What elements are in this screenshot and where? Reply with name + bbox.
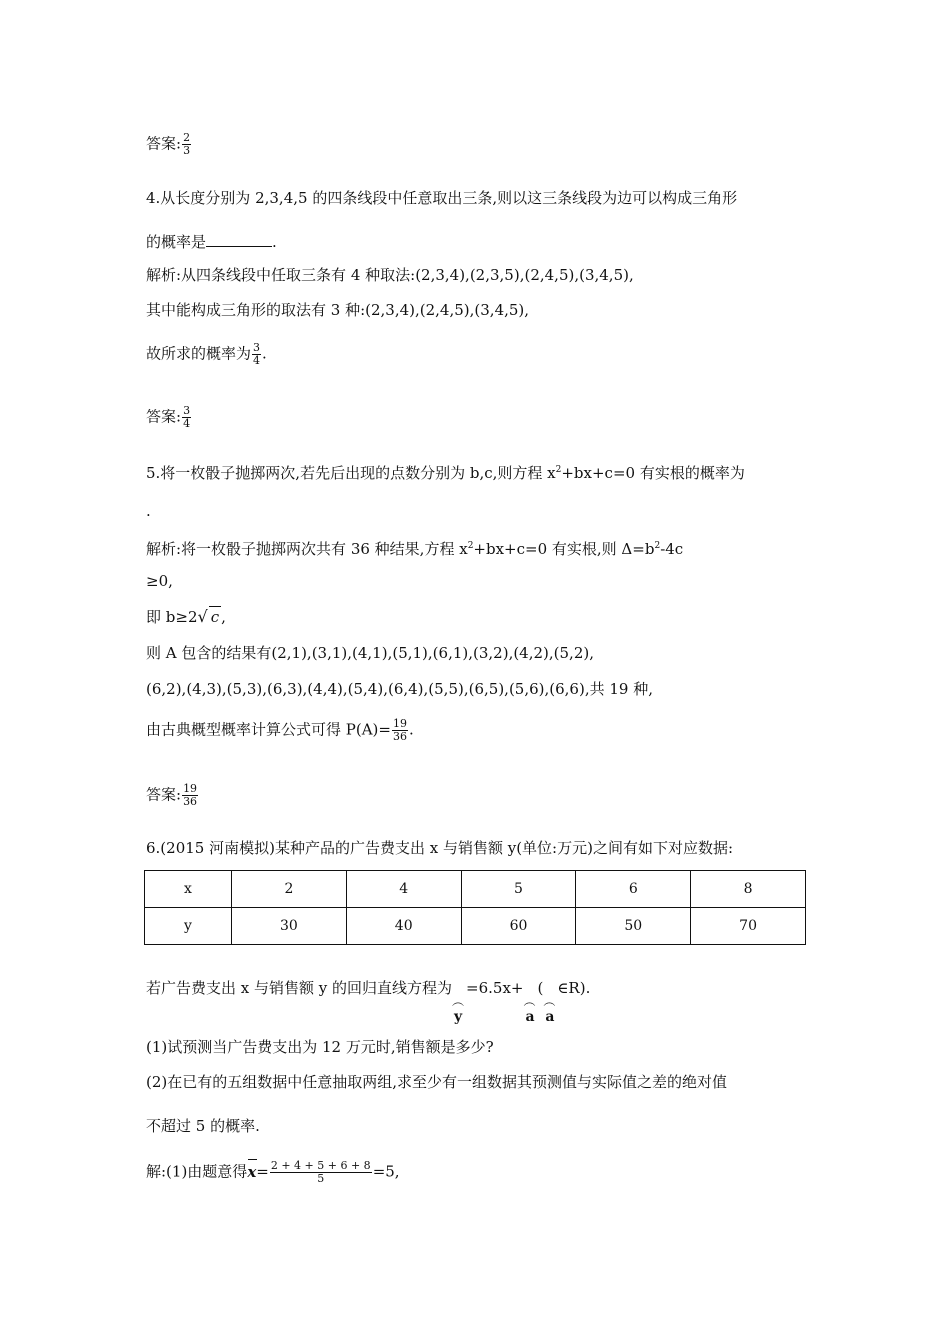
superscript: 2: [555, 465, 562, 475]
q5-probability-fraction: [392, 718, 408, 743]
fraction-numerator: 2: [183, 131, 191, 144]
q5-solution-line3: [146, 606, 226, 627]
q5-solution-line2: ≥0,: [146, 572, 173, 590]
sqrt-radicand: c: [210, 608, 220, 626]
table-cell: 2: [232, 871, 347, 908]
q5-answer-fraction: [182, 783, 198, 808]
data-table: [144, 870, 806, 945]
q6-solution: [146, 1160, 400, 1185]
table-row-y: [145, 908, 806, 945]
table-cell: 8: [691, 871, 806, 908]
hat-letter: a: [545, 1009, 555, 1025]
hat-arc: ︵: [523, 994, 536, 1008]
q6-solution-text: 解:(1)由题意得: [146, 1162, 248, 1181]
table-row-x: [145, 871, 806, 908]
q6-regression-line: [146, 978, 591, 1025]
table-cell: 6: [576, 871, 691, 908]
q5-solution-line6: [146, 718, 414, 743]
q5-question-text-cont: +bx+c=0 有实根的概率为: [561, 464, 745, 482]
superscript: 2: [654, 541, 661, 551]
table-cell: 60: [461, 908, 576, 945]
q5-solution-line1: [146, 536, 683, 559]
fraction-numerator: 19: [392, 717, 407, 730]
q5-answer: [146, 783, 199, 808]
table-cell: 50: [576, 908, 691, 945]
hat-arc: ︵: [543, 994, 556, 1008]
hat-letter: a: [525, 1009, 535, 1025]
q4-answer: [146, 405, 192, 430]
q4-answer-fraction: [182, 405, 191, 430]
q5-question-line1: [146, 460, 745, 483]
comma: ,: [221, 608, 226, 626]
fraction-numerator: 19: [183, 782, 198, 795]
fraction-denominator: 3: [183, 144, 191, 157]
table-cell: 40: [346, 908, 461, 945]
q5-solution-text: 由古典概型概率计算公式可得 P(A)=: [146, 720, 391, 739]
q5-question-text: 5.将一枚骰子抛掷两次,若先后出现的点数分别为 b,c,则方程 x: [146, 464, 556, 482]
answer-label: 答案:: [146, 785, 182, 804]
q6-part2-line2: 不超过 5 的概率.: [146, 1117, 260, 1135]
period: .: [408, 720, 414, 739]
q4-solution-text: 故所求的概率为: [146, 344, 252, 363]
table-cell: 5: [461, 871, 576, 908]
q3-answer-fraction: [182, 132, 191, 157]
q4-question-line2: [146, 232, 277, 252]
sqrt-sign: √: [197, 607, 208, 626]
q6-question: 6.(2015 河南模拟)某种产品的广告费支出 x 与销售额 y(单位:万元)之间有如下对应数据:: [146, 839, 734, 857]
hat-arc: ︵: [452, 994, 465, 1008]
answer-blank: [206, 232, 272, 247]
fraction-numerator: 3: [253, 341, 261, 354]
q6-part2-line1: (2)在已有的五组数据中任意抽取两组,求至少有一组数据其预测值与实际值之差的绝对值: [146, 1073, 728, 1091]
period: .: [262, 344, 267, 363]
paren: (: [537, 979, 544, 997]
answer-label: 答案:: [146, 134, 182, 153]
q4-solution-line1: 解析:从四条线段中任取三条有 4 种取法:(2,3,4),(2,3,5),(2,4,5),(3,4,5),: [146, 266, 634, 284]
q5-inequality: 即 b≥2: [146, 608, 198, 626]
answer-label: 答案:: [146, 407, 182, 426]
q5-solution-text-cont: +bx+c=0 有实根,则 Δ=b: [473, 540, 655, 558]
regression-text: 若广告费支出 x 与销售额 y 的回归直线方程为: [146, 979, 453, 997]
q5-solution-line4: 则 A 包含的结果有(2,1),(3,1),(4,1),(5,1),(6,1),(3,2),(4,2),(5,2),: [146, 644, 594, 662]
table-cell: 4: [346, 871, 461, 908]
q4-solution-line2: 其中能构成三角形的取法有 3 种:(2,3,4),(2,4,5),(3,4,5),: [146, 301, 530, 319]
fraction-denominator: 36: [392, 730, 407, 743]
q4-question-line1: 4.从长度分别为 2,3,4,5 的四条线段中任意取出三条,则以这三条线段为边可以构成三角形: [146, 189, 738, 207]
overbar: [248, 1159, 257, 1160]
table-cell: 70: [691, 908, 806, 945]
regression-equation: =6.5x+: [466, 979, 524, 997]
q3-answer: [146, 132, 192, 157]
fraction-numerator: 3: [183, 404, 191, 417]
table-cell: 30: [232, 908, 347, 945]
period: .: [272, 233, 277, 251]
q4-question-text: 的概率是: [146, 233, 207, 251]
x-bar: [247, 1162, 256, 1182]
equals: =: [256, 1162, 269, 1181]
regression-domain: ∈R).: [557, 979, 591, 997]
table-cell-y-label: y: [145, 908, 232, 945]
mean-fraction: [270, 1160, 372, 1185]
q5-question-line2: .: [146, 502, 151, 520]
table-cell-x-label: x: [145, 871, 232, 908]
q5-solution-text-end: -4c: [660, 540, 684, 558]
q4-probability-fraction: [252, 342, 261, 367]
q5-solution-text: 解析:将一枚骰子抛掷两次共有 36 种结果,方程 x: [146, 540, 468, 558]
fraction-denominator: 4: [183, 417, 191, 430]
fraction-denominator: 36: [183, 795, 198, 808]
q5-solution-line5: (6,2),(4,3),(5,3),(6,3),(4,4),(5,4),(6,4),(5,5),(6,5),(5,6),(6,6),共 19 种,: [146, 680, 653, 698]
mean-result: =5,: [372, 1162, 400, 1181]
fraction-denominator: 5: [317, 1172, 325, 1185]
x-variable: x: [247, 1162, 257, 1181]
superscript: 2: [467, 541, 474, 551]
fraction-numerator: 2 + 4 + 5 + 6 + 8: [270, 1159, 371, 1172]
hat-letter: y: [454, 1009, 463, 1025]
q6-part1: (1)试预测当广告费支出为 12 万元时,销售额是多少?: [146, 1038, 494, 1056]
q4-solution-line3: [146, 342, 267, 367]
fraction-denominator: 4: [253, 354, 261, 367]
